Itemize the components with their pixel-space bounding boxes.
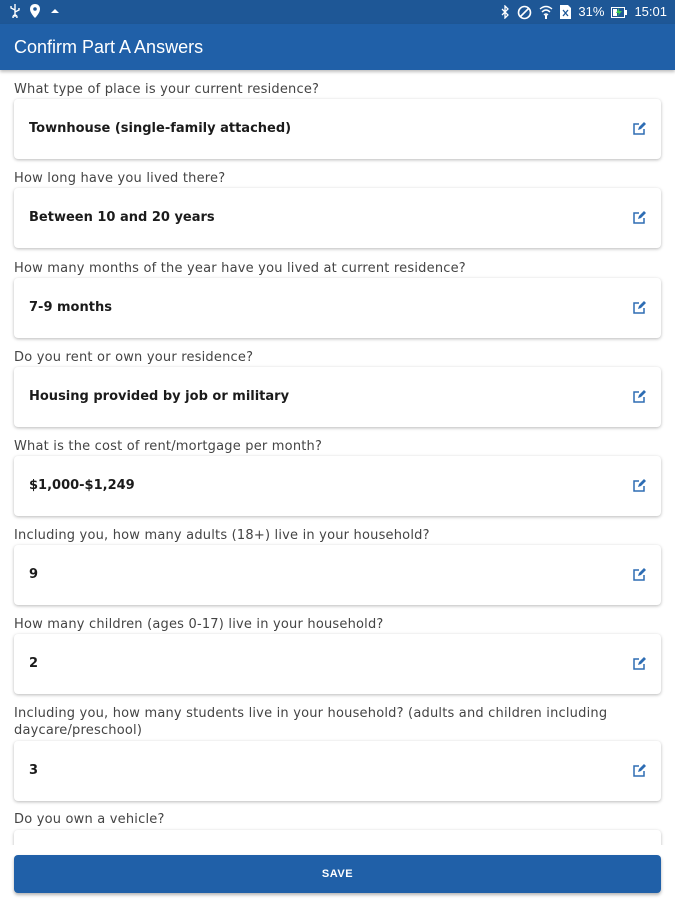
answer-card[interactable] (14, 741, 661, 801)
question-label: Do you rent or own your residence? (14, 350, 254, 365)
app-bar (0, 24, 675, 70)
question-label: How many children (ages 0-17) live in your household? (14, 617, 384, 632)
question-label: What is the cost of rent/mortgage per month? (14, 439, 323, 454)
answer-value: 7-9 months (29, 300, 112, 315)
bluetooth-icon (501, 5, 510, 19)
answer-value: Housing provided by job or military (29, 389, 290, 404)
question-label: What type of place is your current residence? (14, 82, 320, 97)
edit-icon[interactable] (631, 210, 647, 226)
answer-value: 9 (29, 567, 39, 582)
edit-icon[interactable] (631, 300, 647, 316)
answer-value: Between 10 and 20 years (29, 210, 215, 225)
question-label: Do you own a vehicle? (14, 812, 165, 827)
answer-value: 2 (29, 656, 39, 671)
answer-card[interactable] (14, 545, 661, 605)
edit-icon[interactable] (631, 478, 647, 494)
edit-icon[interactable] (631, 389, 647, 405)
answer-value: $1,000-$1,249 (29, 478, 135, 493)
sim-icon (560, 5, 571, 19)
save-button-label: SAVE (321, 868, 354, 880)
answer-card[interactable] (14, 634, 661, 694)
question-label: How long have you lived there? (14, 171, 226, 186)
location-icon (30, 4, 40, 18)
page-title: Confirm Part A Answers (14, 37, 204, 57)
clock-time: 15:01 (634, 4, 667, 19)
edit-icon[interactable] (631, 763, 647, 779)
status-bar (0, 0, 675, 24)
question-label: Including you, how many students live in your household? (adults and children including daycare/preschool) (14, 706, 608, 738)
notification-icon (50, 6, 60, 16)
battery-percent: 31% (578, 4, 605, 19)
answer-card[interactable] (14, 830, 661, 845)
answer-card[interactable] (14, 188, 661, 248)
usb-icon (10, 4, 20, 18)
edit-icon[interactable] (631, 121, 647, 137)
wifi-icon (539, 5, 553, 19)
save-button[interactable] (14, 855, 661, 893)
answers-list[interactable] (0, 70, 675, 845)
answer-card[interactable] (14, 99, 661, 159)
answer-value: 3 (29, 763, 39, 778)
battery-charging-icon (611, 7, 627, 18)
edit-icon[interactable] (631, 567, 647, 583)
answer-card[interactable] (14, 456, 661, 516)
question-label: Including you, how many adults (18+) live in your household? (14, 528, 430, 543)
edit-icon[interactable] (631, 656, 647, 672)
question-label: How many months of the year have you lived at current residence? (14, 261, 466, 276)
do-not-disturb-icon (517, 5, 532, 20)
answer-card[interactable] (14, 278, 661, 338)
answer-card[interactable] (14, 367, 661, 427)
answer-value: Townhouse (single-family attached) (29, 121, 292, 136)
